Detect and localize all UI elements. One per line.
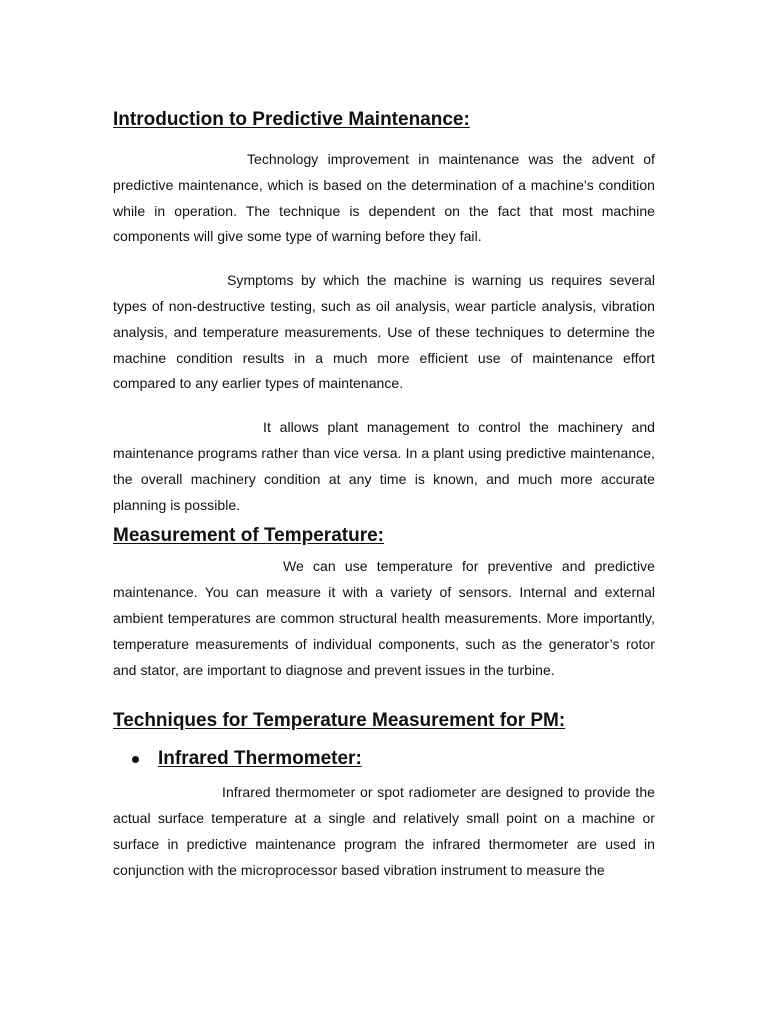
- bullet-infrared-thermometer: [132, 746, 655, 772]
- heading-techniques: Techniques for Temperature Measurement for PM:: [113, 710, 566, 732]
- heading-measurement-of-temperature: Measurement of Temperature:: [113, 525, 384, 547]
- intro-paragraph-3: It allows plant management to control the machinery and maintenance programs rather than vice versa. In a plant using predictive maintenance, the overall machinery condition at any time is known, and much more accurate planning is possible.: [113, 419, 655, 513]
- intro-paragraph-1: Technology improvement in maintenance was the advent of predictive maintenance, which is based on the determination of a machine's condition while in operation. The technique is dependent on the fact that most machine components will give some type of warning before they fail.: [113, 151, 655, 245]
- bullet-icon: [132, 756, 139, 763]
- document-page: [113, 107, 655, 884]
- infrared-paragraph: Infrared thermometer or spot radiometer are designed to provide the actual surface temperature at a single and relatively small point on a machine or surface in predictive maintenance program the infrared thermometer are used in conjunction with the microprocessor based vibration instrument to measure the: [113, 784, 655, 878]
- subheading-infrared-thermometer: Infrared Thermometer:: [158, 748, 362, 770]
- temperature-paragraph: We can use temperature for preventive and predictive maintenance. You can measure it with a variety of sensors. Internal and external ambient temperatures are common structural health measurements. More importantly, temperature measurements of individual components, such as the generator’s rotor and stator, are important to diagnose and prevent issues in the turbine.: [113, 558, 655, 678]
- heading-intro: Introduction to Predictive Maintenance:: [113, 109, 470, 130]
- intro-paragraph-2: Symptoms by which the machine is warning us requires several types of non-destructive testing, such as oil analysis, wear particle analysis, vibration analysis, and temperature measurements. Use of these techniques to determine the machine condition results in a much more efficient use of maintenance effort compared to any earlier types of maintenance.: [113, 272, 655, 392]
